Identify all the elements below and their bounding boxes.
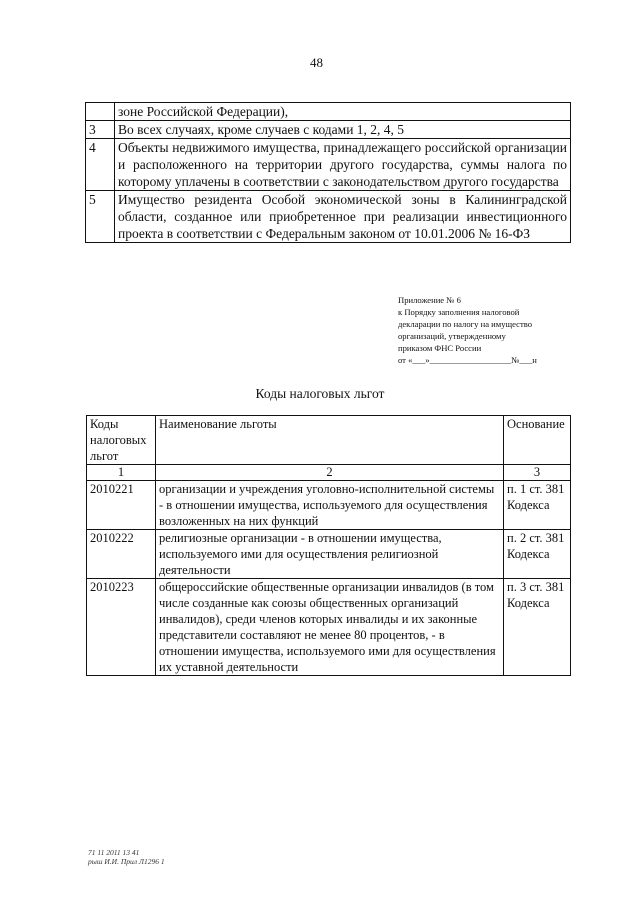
table-row [87,579,571,676]
appendix-line: к Порядку заполнения налоговой [398,307,520,317]
table-row [87,530,571,579]
benefit-code: 2010223 [87,579,156,676]
row-description: Во всех случаях, кроме случаев с кодами 1, 2, 4, 5 [115,121,571,139]
header-codes: Коды налоговых льгот [87,416,156,465]
footer-line: 71 11 2011 13 41 [88,848,140,857]
benefit-basis: п. 1 ст. 381 Кодекса [504,481,571,530]
header-basis: Основание [504,416,571,465]
table-header-row [87,416,571,465]
table-row [86,191,571,243]
appendix-line: декларации по налогу на имущество [398,319,533,329]
row-description: Имущество резидента Особой экономической зоны в Калининградской области, созданное или приобретенное при реализации инвестиционного проекта в соответствии с Федеральным законом от 10.01.2006 № 16-ФЗ [115,191,571,243]
page-number: 48 [310,55,323,70]
column-index-row [87,465,571,481]
benefit-basis: п. 2 ст. 381 Кодекса [504,530,571,579]
appendix-line: Приложение № 6 [398,295,461,305]
benefit-name: организации и учреждения уголовно-исполнительной системы - в отношении имущества, используемого для осуществления возложенных на них функций [156,481,504,530]
table-row [86,121,571,139]
tax-benefit-codes-table [86,415,571,676]
appendix-line: от «___»___________________№___н [398,355,537,365]
column-index: 1 [87,465,156,481]
row-code: 5 [86,191,115,243]
footer-line: рыш И.И. Прил Л1296 1 [88,857,165,866]
row-code: 3 [86,121,115,139]
section-title: Коды налоговых льгот [255,386,385,401]
table-row [87,481,571,530]
appendix-line: организаций, утвержденному [398,331,506,341]
table-row [86,139,571,191]
benefit-code: 2010222 [87,530,156,579]
row-description: Объекты недвижимого имущества, принадлежащего российской организации и расположенного на территории другого государства, суммы налога по которому уплачены в соответствии с законодательством другого государства [115,139,571,191]
row-code: 4 [86,139,115,191]
column-index: 2 [156,465,504,481]
row-description: зоне Российской Федерации), [115,103,571,121]
header-benefit-name: Наименование льготы [156,416,504,465]
table-row [86,103,571,121]
appendix-line: приказом ФНС России [398,343,482,353]
benefit-code: 2010221 [87,481,156,530]
tax-base-codes-table-continuation [85,102,571,243]
appendix-header [398,294,568,366]
benefit-name: общероссийские общественные организации инвалидов (в том числе созданные как союзы общественных организаций инвалидов), среди членов которых инвалиды и их законные представители составляют не менее 80 процентов, - в отношении имущества, используемого ими для осуществления их уставной деятельности [156,579,504,676]
row-code [86,103,115,121]
benefit-basis: п. 3 ст. 381 Кодекса [504,579,571,676]
footer-stamp [88,848,165,866]
benefit-name: религиозные организации - в отношении имущества, используемого ими для осуществления религиозной деятельности [156,530,504,579]
column-index: 3 [504,465,571,481]
